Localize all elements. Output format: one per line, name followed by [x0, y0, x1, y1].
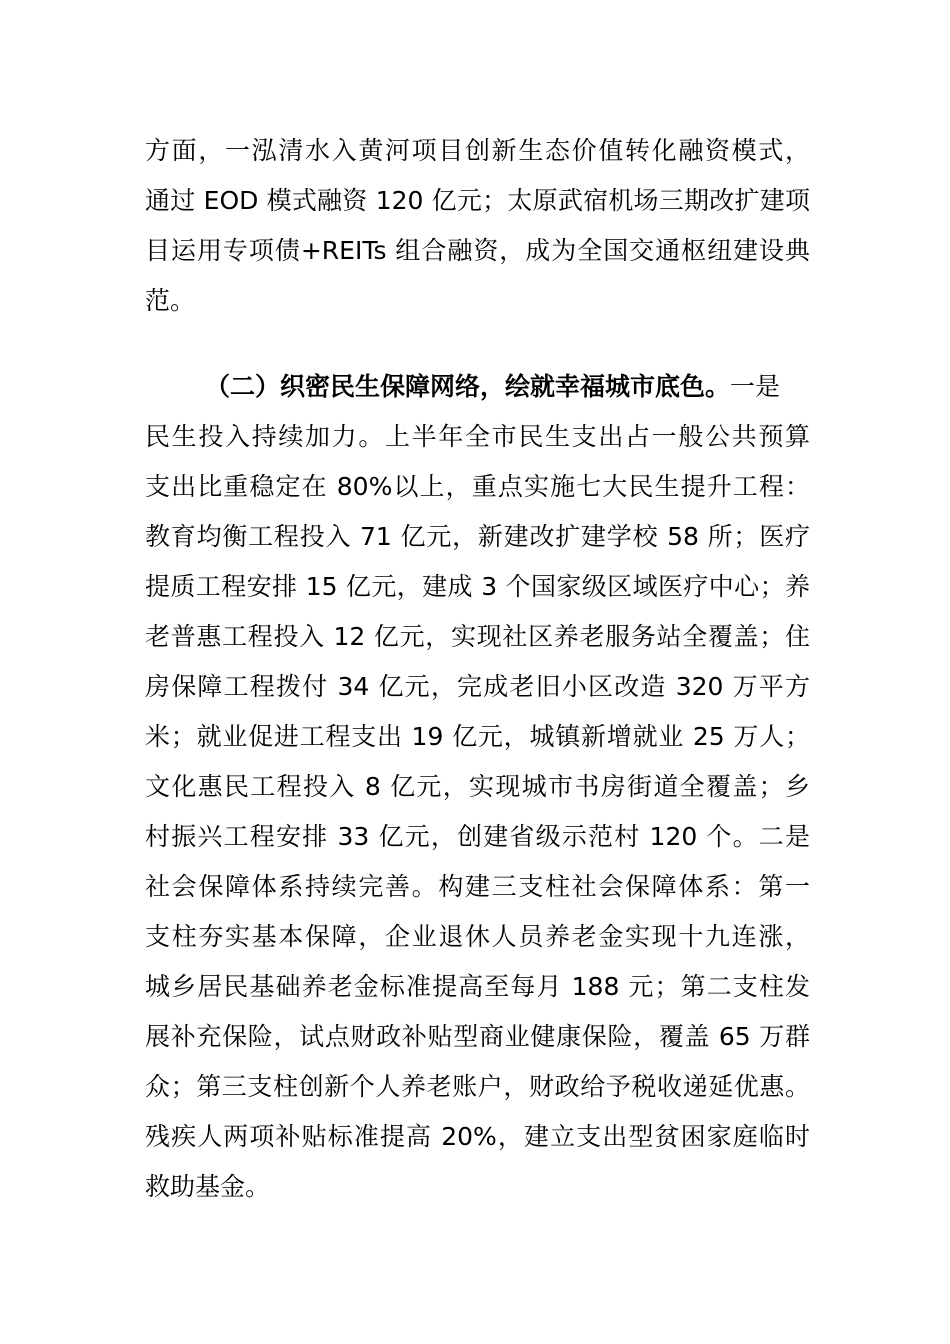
text-line: 方面，一泓清水入黄河项目创新生态价值转化融资模式，: [145, 136, 810, 165]
text-line: 社会保障体系持续完善。构建三支柱社会保障体系：第一: [145, 872, 810, 901]
text-line: 老普惠工程投入 12 亿元，实现社区养老服务站全覆盖；住: [145, 622, 810, 651]
paragraph-financing: [145, 126, 810, 326]
text-line: 支柱夯实基本保障，企业退休人员养老金实现十九连涨，: [145, 922, 810, 951]
text-line: 民生投入持续加力。上半年全市民生支出占一般公共预算: [145, 422, 810, 451]
paragraph-first-line: [145, 362, 810, 412]
text-line: 村振兴工程安排 33 亿元，创建省级示范村 120 个。二是: [145, 822, 810, 851]
heading-continuation: 一是: [730, 372, 781, 401]
text-line: 支出比重稳定在 80%以上，重点实施七大民生提升工程：: [145, 472, 810, 501]
text-line: 残疾人两项补贴标准提高 20%，建立支出型贫困家庭临时: [145, 1122, 810, 1151]
text-line: 众；第三支柱创新个人养老账户，财政给予税收递延优惠。: [145, 1072, 810, 1101]
text-line: 通过 EOD 模式融资 120 亿元；太原武宿机场三期改扩建项: [145, 186, 810, 215]
text-line: 范。: [145, 286, 196, 315]
text-line: 城乡居民基础养老金标准提高至每月 188 元；第二支柱发: [145, 972, 810, 1001]
text-line: 展补充保险，试点财政补贴型商业健康保险，覆盖 65 万群: [145, 1022, 810, 1051]
text-line: 目运用专项债+REITs 组合融资，成为全国交通枢纽建设典: [145, 236, 810, 265]
text-line: 教育均衡工程投入 71 亿元，新建改扩建学校 58 所；医疗: [145, 522, 810, 551]
section-heading: （二）织密民生保障网络，绘就幸福城市底色。: [205, 372, 731, 401]
text-line: 提质工程安排 15 亿元，建成 3 个国家级区域医疗中心；养: [145, 572, 810, 601]
text-line: 文化惠民工程投入 8 亿元，实现城市书房街道全覆盖；乡: [145, 772, 810, 801]
paragraph-livelihood: [145, 362, 810, 1212]
text-line: 房保障工程拨付 34 亿元，完成老旧小区改造 320 万平方: [145, 672, 810, 701]
text-line: 米；就业促进工程支出 19 亿元，城镇新增就业 25 万人；: [145, 722, 810, 751]
text-line: 救助基金。: [145, 1172, 271, 1201]
